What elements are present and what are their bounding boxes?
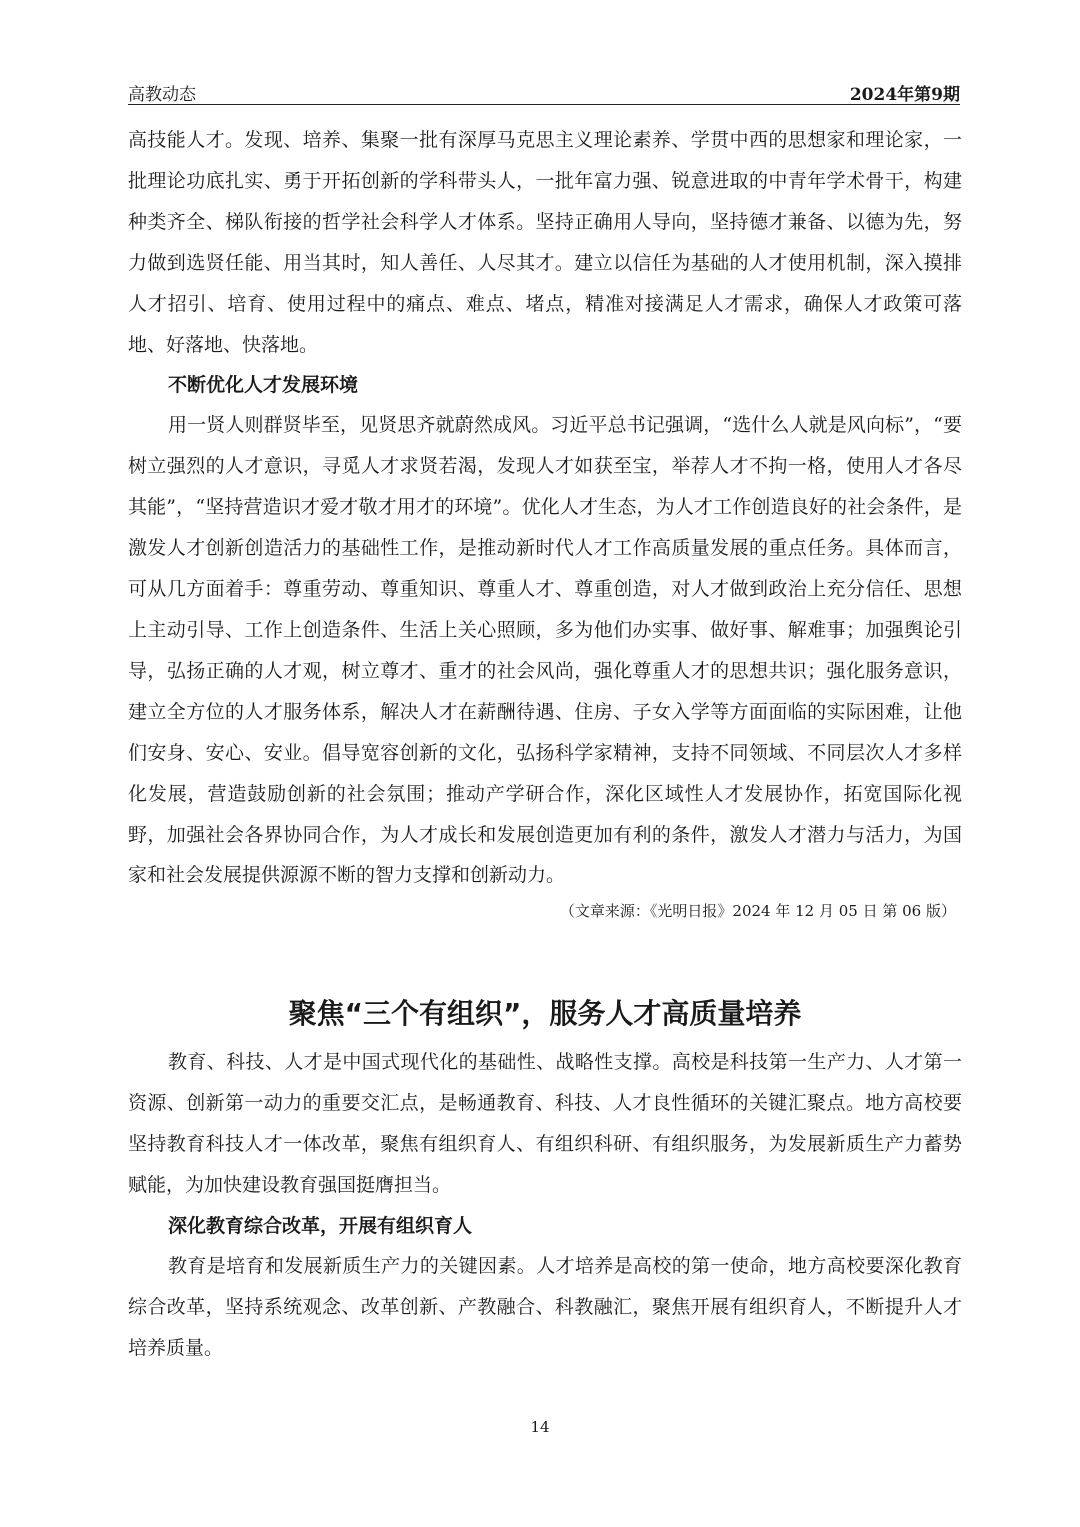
section-subheading: 不断优化人才发展环境 xyxy=(168,374,359,397)
article-title: 聚焦“三个有组织”，服务人才高质量培养 xyxy=(288,997,802,1031)
paragraph: 教育、科技、人才是中国式现代化的基础性、战略性支撑。高校是科技第一生产力、人才第一资源、创新第一动力的重要交汇点，是畅通教育、科技、人才良性循环的关键汇聚点。地方高校要坚持教育科技人才一体改革，聚焦有组织育人、有组织科研、有组织服务，为发展新质生产力蓄势赋能，为加快建设教育强国挺膺担当。 xyxy=(128,1051,962,1197)
paragraph: 教育是培育和发展新质生产力的关键因素。人才培养是高校的第一使命，地方高校要深化教育综合改革，坚持系统观念、改革创新、产教融合、科教融汇，聚焦开展有组织育人，不断提升人才培养质量。 xyxy=(128,1254,962,1359)
issue-number: 2024年第9期 xyxy=(849,85,960,105)
article-body xyxy=(128,120,962,1369)
page-number: 14 xyxy=(530,1418,550,1436)
article-source: （文章来源：《光明日报》2024 年 12 月 05 日 第 06 版） xyxy=(559,902,956,921)
journal-name: 高教动态 xyxy=(128,85,196,105)
page-header xyxy=(128,78,960,105)
paragraph-continued: 高技能人才。发现、培养、集聚一批有深厚马克思主义理论素养、学贯中西的思想家和理论家，一批理论功底扎实、勇于开拓创新的学科带头人，一批年富力强、锐意进取的中青年学术骨干，构建种类齐全、梯队衔接的哲学社会科学人才体系。坚持正确用人导向，坚持德才兼备、以德为先，努力做到选贤任能、用当其时，知人善任、人尽其才。建立以信任为基础的人才使用机制，深入摸排人才招引、培育、使用过程中的痛点、难点、堵点，精准对接满足人才需求，确保人才政策可落地、好落地、快落地。 xyxy=(128,129,962,356)
section-subheading: 深化教育综合改革，开展有组织育人 xyxy=(168,1214,473,1237)
paragraph: 用一贤人则群贤毕至，见贤思齐就蔚然成风。习近平总书记强调，“选什么人就是风向标”，“要树立强烈的人才意识，寻觅人才求贤若渴，发现人才如获至宝，举荐人才不拘一格，使用人才各尽其能”，“坚持营造识才爱才敬才用才的环境”。优化人才生态，为人才工作创造良好的社会条件，是激发人才创新创造活力的基础性工作，是推动新时代人才工作高质量发展的重点任务。具体而言，可从几方面着手：尊重劳动、尊重知识、尊重人才、尊重创造，对人才做到政治上充分信任、思想上主动引导、工作上创造条件、生活上关心照顾，多为他们办实事、做好事、解难事；加强舆论引导，弘扬正确的人才观，树立尊才、重才的社会风尚，强化尊重人才的思想共识；强化服务意识，建立全方位的人才服务体系，解决人才在薪酬待遇、住房、子女入学等方面面临的实际困难，让他们安身、安心、安业。倡导宽容创新的文化，弘扬科学家精神，支持不同领域、不同层次人才多样化发展，营造鼓励创新的社会氛围；推动产学研合作，深化区域性人才发展协作，拓宽国际化视野，加强社会各界协同合作，为人才成长和发展创造更加有利的条件，激发人才潜力与活力，为国家和社会发展提供源源不断的智力支撑和创新动力。 xyxy=(128,414,962,887)
